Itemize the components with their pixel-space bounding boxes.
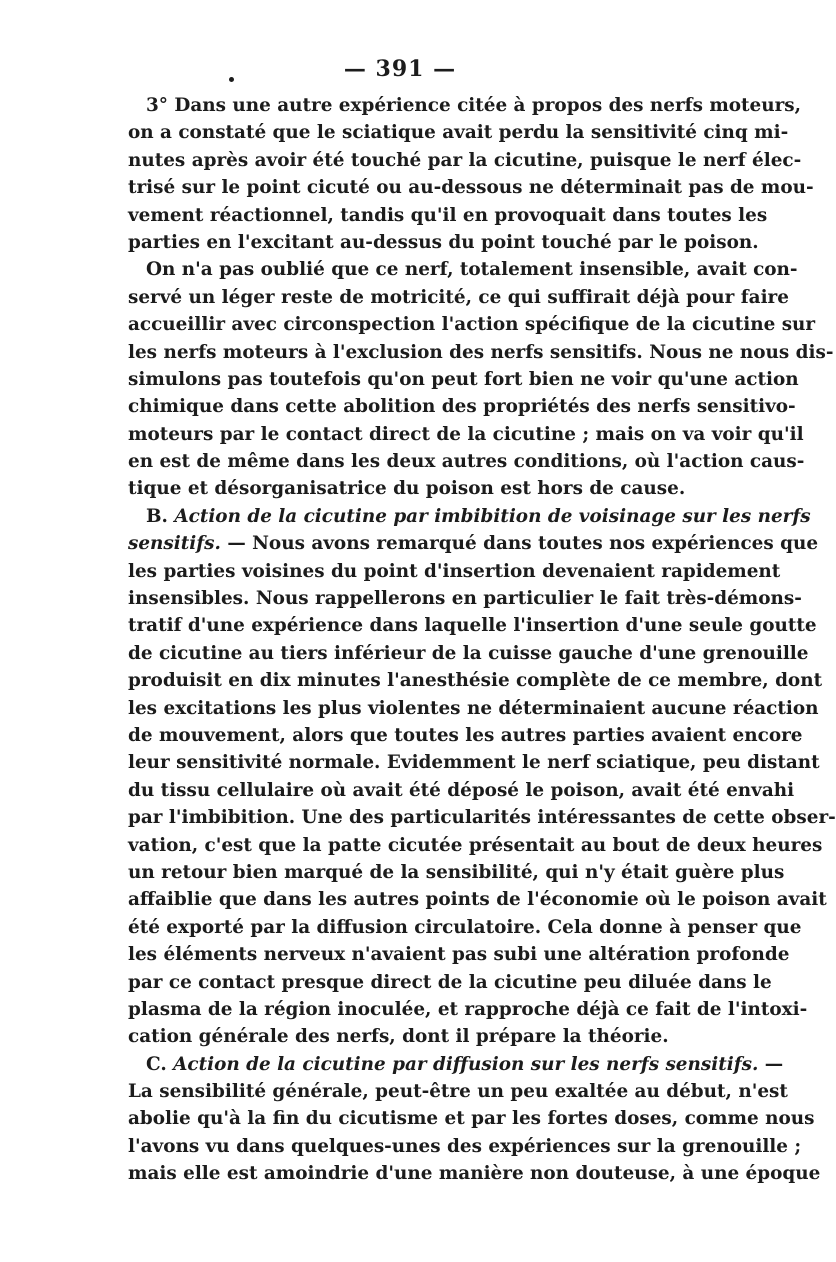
text-line: un retour bien marqué de la sensibilité, qui n'y était guère plus [128,861,785,883]
page-number: — 391 — [343,56,457,82]
text-line: l'avons vu dans quelques-unes des expériences sur la grenouille ; [128,1135,802,1157]
section-heading-line [128,1051,784,1078]
text-line: leur sensitivité normale. Evidemment le nerf sciatique, peu distant [128,752,820,774]
section-heading-line [128,503,811,530]
body-text [128,92,836,1188]
section-label: C. [146,1053,167,1075]
section-title: Action de la cicutine par imbibition de voisinage sur les nerfs [174,505,811,527]
text-line: tique et désorganisatrice du poison est hors de cause. [128,478,686,500]
text-line: insensibles. Nous rappellerons en particulier le fait très-démons- [128,588,802,610]
text-line: 3° Dans une autre expérience citée à propos des nerfs moteurs, [146,95,802,116]
section-title: Action de la cicutine par diffusion sur les nerfs sensitifs. [173,1053,759,1075]
text-line: accueillir avec circonspection l'action spécifique de la cicutine sur [128,314,816,336]
section-b [128,503,836,1051]
text-line: La sensibilité générale, peut-être un peu exaltée au début, n'est [128,1081,788,1103]
section-label: B. [146,505,168,527]
text-line: par l'imbibition. Une des particularités intéressantes de cette obser- [128,807,836,829]
text-line: on a constaté que le sciatique avait perdu la sensitivité cinq mi- [128,122,789,144]
text-line: les nerfs moteurs à l'exclusion des nerfs sensitifs. Nous ne nous dis- [128,341,834,363]
text-line: été exporté par la diffusion circulatoire. Cela donne à penser que [128,916,802,938]
text-line: en est de même dans les deux autres conditions, où l'action caus- [128,451,805,473]
section-text: — [764,1053,784,1075]
text-line: servé un léger reste de motricité, ce qui suffirait déjà pour faire [128,286,789,308]
text-line: trisé sur le point cicuté ou au-dessous ne déterminait pas de mou- [128,177,814,199]
text-line: affaiblie que dans les autres points de l'économie où le poison avait [128,889,827,911]
text-line: tratif d'une expérience dans laquelle l'insertion d'une seule goutte [128,615,817,637]
text-line: par ce contact presque direct de la cicutine peu diluée dans le [128,971,772,993]
text-line: vation, c'est que la patte cicutée présentait au bout de deux heures [128,834,823,856]
section-heading-line [128,530,819,557]
text-line: cation générale des nerfs, dont il prépare la théorie. [128,1026,669,1048]
text-line: les parties voisines du point d'insertion devenaient rapidement [128,560,781,582]
text-line: moteurs par le contact direct de la cicutine ; mais on va voir qu'il [128,423,804,445]
text-line: de mouvement, alors que toutes les autres parties avaient encore [128,724,803,746]
text-line: On n'a pas oublié que ce nerf, totalement insensible, avait con- [146,259,798,281]
paragraph-2 [128,256,834,503]
text-line: parties en l'excitant au-dessus du point touché par le poison. [128,231,759,253]
text-line: chimique dans cette abolition des propriétés des nerfs sensitivo- [128,396,796,418]
text-line: nutes après avoir été touché par la cicutine, puisque le nerf élec- [128,149,802,171]
section-title-cont: sensitifs. [128,533,221,555]
text-line: abolie qu'à la fin du cicutisme et par les fortes doses, comme nous [128,1108,815,1130]
text-line: les excitations les plus violentes ne déterminaient aucune réaction [128,697,819,719]
text-line: du tissu cellulaire où avait été déposé le poison, avait été envahi [128,779,795,801]
text-line: de cicutine au tiers inférieur de la cuisse gauche d'une grenouille [128,642,809,664]
text-line: simulons pas toutefois qu'on peut fort bien ne voir qu'une action [128,368,799,390]
text-line: les éléments nerveux n'avaient pas subi une altération profonde [128,944,790,966]
text-line: produisit en dix minutes l'anesthésie complète de ce membre, dont [128,670,823,692]
paragraph-1 [128,92,814,256]
text-line: plasma de la région inoculée, et rapproche déjà ce fait de l'intoxi- [128,998,808,1020]
text-line: mais elle est amoindrie d'une manière non douteuse, à une époque [128,1163,821,1185]
section-text: — Nous avons remarqué dans toutes nos expériences que [227,533,819,555]
text-line: vement réactionnel, tandis qu'il en provoquait dans toutes les [128,204,768,226]
section-c [128,1051,821,1188]
